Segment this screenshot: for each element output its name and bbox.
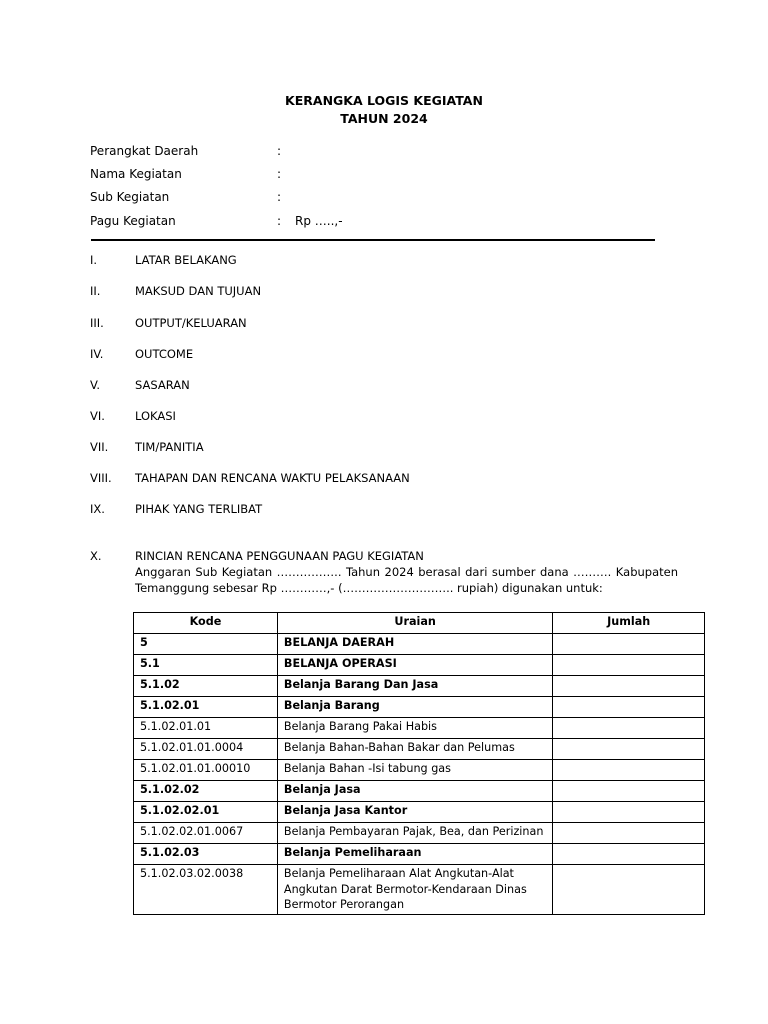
- budget-table-body: [134, 634, 705, 915]
- cell-kode: 5: [134, 634, 278, 655]
- cell-jumlah: [553, 781, 705, 802]
- section-lokasi: [90, 409, 690, 424]
- cell-kode: 5.1.02.02.01: [134, 802, 278, 823]
- cell-uraian: Belanja Jasa: [277, 781, 552, 802]
- section-number: IV.: [90, 347, 104, 361]
- cell-jumlah: [553, 697, 705, 718]
- section-latar-belakang: [90, 253, 690, 268]
- cell-jumlah: [553, 718, 705, 739]
- cell-uraian: Belanja Pembayaran Pajak, Bea, dan Perizinan: [277, 823, 552, 844]
- section-heading: OUTPUT/KELUARAN: [135, 316, 247, 330]
- cell-kode: 5.1: [134, 655, 278, 676]
- column-header-jumlah: Jumlah: [553, 613, 705, 634]
- cell-kode: 5.1.02.01: [134, 697, 278, 718]
- cell-kode: 5.1.02.03.02.0038: [134, 865, 278, 915]
- section-heading: TIM/PANITIA: [135, 440, 204, 454]
- table-row: [134, 802, 705, 823]
- section-heading: LATAR BELAKANG: [135, 253, 237, 267]
- column-header-uraian: Uraian: [277, 613, 552, 634]
- header-divider: [91, 239, 655, 241]
- section-number: V.: [90, 378, 101, 392]
- field-colon: :: [277, 167, 282, 181]
- cell-kode: 5.1.02.02.01.0067: [134, 823, 278, 844]
- cell-jumlah: [553, 676, 705, 697]
- field-pagu-kegiatan: [90, 214, 650, 230]
- cell-jumlah: [553, 760, 705, 781]
- section-pihak-terlibat: [90, 502, 690, 517]
- table-row: [134, 739, 705, 760]
- table-row: [134, 634, 705, 655]
- section-heading: SASARAN: [135, 378, 190, 392]
- cell-jumlah: [553, 865, 705, 915]
- section-rincian: [90, 549, 690, 564]
- section-number: II.: [90, 284, 101, 298]
- field-value: Rp …..,-: [295, 214, 343, 228]
- section-tim-panitia: [90, 440, 690, 455]
- section-heading: PIHAK YANG TERLIBAT: [135, 502, 263, 516]
- table-header-row: [134, 613, 705, 634]
- cell-uraian: Belanja Bahan -Isi tabung gas: [277, 760, 552, 781]
- table-row: [134, 655, 705, 676]
- field-colon: :: [277, 190, 282, 204]
- cell-uraian: Belanja Bahan-Bahan Bakar dan Pelumas: [277, 739, 552, 760]
- field-label: Pagu Kegiatan: [90, 214, 176, 228]
- cell-uraian: Belanja Jasa Kantor: [277, 802, 552, 823]
- table-row: [134, 676, 705, 697]
- table-row: [134, 697, 705, 718]
- column-header-kode: Kode: [134, 613, 278, 634]
- section-number: VIII.: [90, 471, 112, 485]
- section-heading: TAHAPAN DAN RENCANA WAKTU PELAKSANAAN: [135, 471, 410, 485]
- section-heading: LOKASI: [135, 409, 176, 423]
- section-sasaran: [90, 378, 690, 393]
- section-outcome: [90, 347, 690, 362]
- table-row: [134, 844, 705, 865]
- cell-uraian: BELANJA DAERAH: [277, 634, 552, 655]
- field-label: Sub Kegiatan: [90, 190, 170, 204]
- section-output: [90, 316, 690, 331]
- section-heading: OUTCOME: [135, 347, 194, 361]
- cell-kode: 5.1.02.01.01.0004: [134, 739, 278, 760]
- cell-uraian: Belanja Barang: [277, 697, 552, 718]
- section-number: IX.: [90, 502, 105, 516]
- section-number: VII.: [90, 440, 109, 454]
- table-row: [134, 781, 705, 802]
- cell-uraian: Belanja Pemeliharaan: [277, 844, 552, 865]
- cell-uraian: Belanja Barang Pakai Habis: [277, 718, 552, 739]
- table-row: [134, 823, 705, 844]
- cell-jumlah: [553, 844, 705, 865]
- section-number: VI.: [90, 409, 105, 423]
- field-label: Nama Kegiatan: [90, 167, 182, 181]
- field-colon: :: [277, 214, 282, 228]
- document-year: TAHUN 2024: [340, 111, 428, 126]
- field-colon: :: [277, 144, 282, 158]
- section-number: I.: [90, 253, 98, 267]
- cell-jumlah: [553, 802, 705, 823]
- section-heading: RINCIAN RENCANA PENGGUNAAN PAGU KEGIATAN: [135, 549, 424, 563]
- cell-jumlah: [553, 739, 705, 760]
- cell-kode: 5.1.02.03: [134, 844, 278, 865]
- table-row: [134, 865, 705, 915]
- field-nama-kegiatan: [90, 167, 650, 183]
- section-heading: MAKSUD DAN TUJUAN: [135, 284, 262, 298]
- field-label: Perangkat Daerah: [90, 144, 199, 158]
- cell-uraian: BELANJA OPERASI: [277, 655, 552, 676]
- cell-kode: 5.1.02.02: [134, 781, 278, 802]
- cell-kode: 5.1.02.01.01: [134, 718, 278, 739]
- table-row: [134, 760, 705, 781]
- budget-paragraph: Anggaran Sub Kegiatan …………….. Tahun 2024 berasal dari sumber dana ………. Kabupaten Temanggung sebesar Rp …………,- (……………………….. rupiah) digunakan untuk:: [135, 565, 678, 595]
- section-number: III.: [90, 316, 104, 330]
- budget-table: [133, 612, 705, 915]
- cell-kode: 5.1.02.01.01.00010: [134, 760, 278, 781]
- cell-jumlah: [553, 634, 705, 655]
- cell-jumlah: [553, 823, 705, 844]
- cell-jumlah: [553, 655, 705, 676]
- field-sub-kegiatan: [90, 190, 650, 206]
- cell-uraian: Belanja Pemeliharaan Alat Angkutan-Alat Angkutan Darat Bermotor-Kendaraan Dinas Bermotor Perorangan: [277, 865, 552, 915]
- section-tahapan: [90, 471, 690, 486]
- document-title: KERANGKA LOGIS KEGIATAN: [285, 93, 483, 108]
- cell-kode: 5.1.02: [134, 676, 278, 697]
- section-number: X.: [90, 549, 102, 563]
- table-row: [134, 718, 705, 739]
- field-perangkat-daerah: [90, 144, 650, 160]
- cell-uraian: Belanja Barang Dan Jasa: [277, 676, 552, 697]
- section-maksud-tujuan: [90, 284, 690, 299]
